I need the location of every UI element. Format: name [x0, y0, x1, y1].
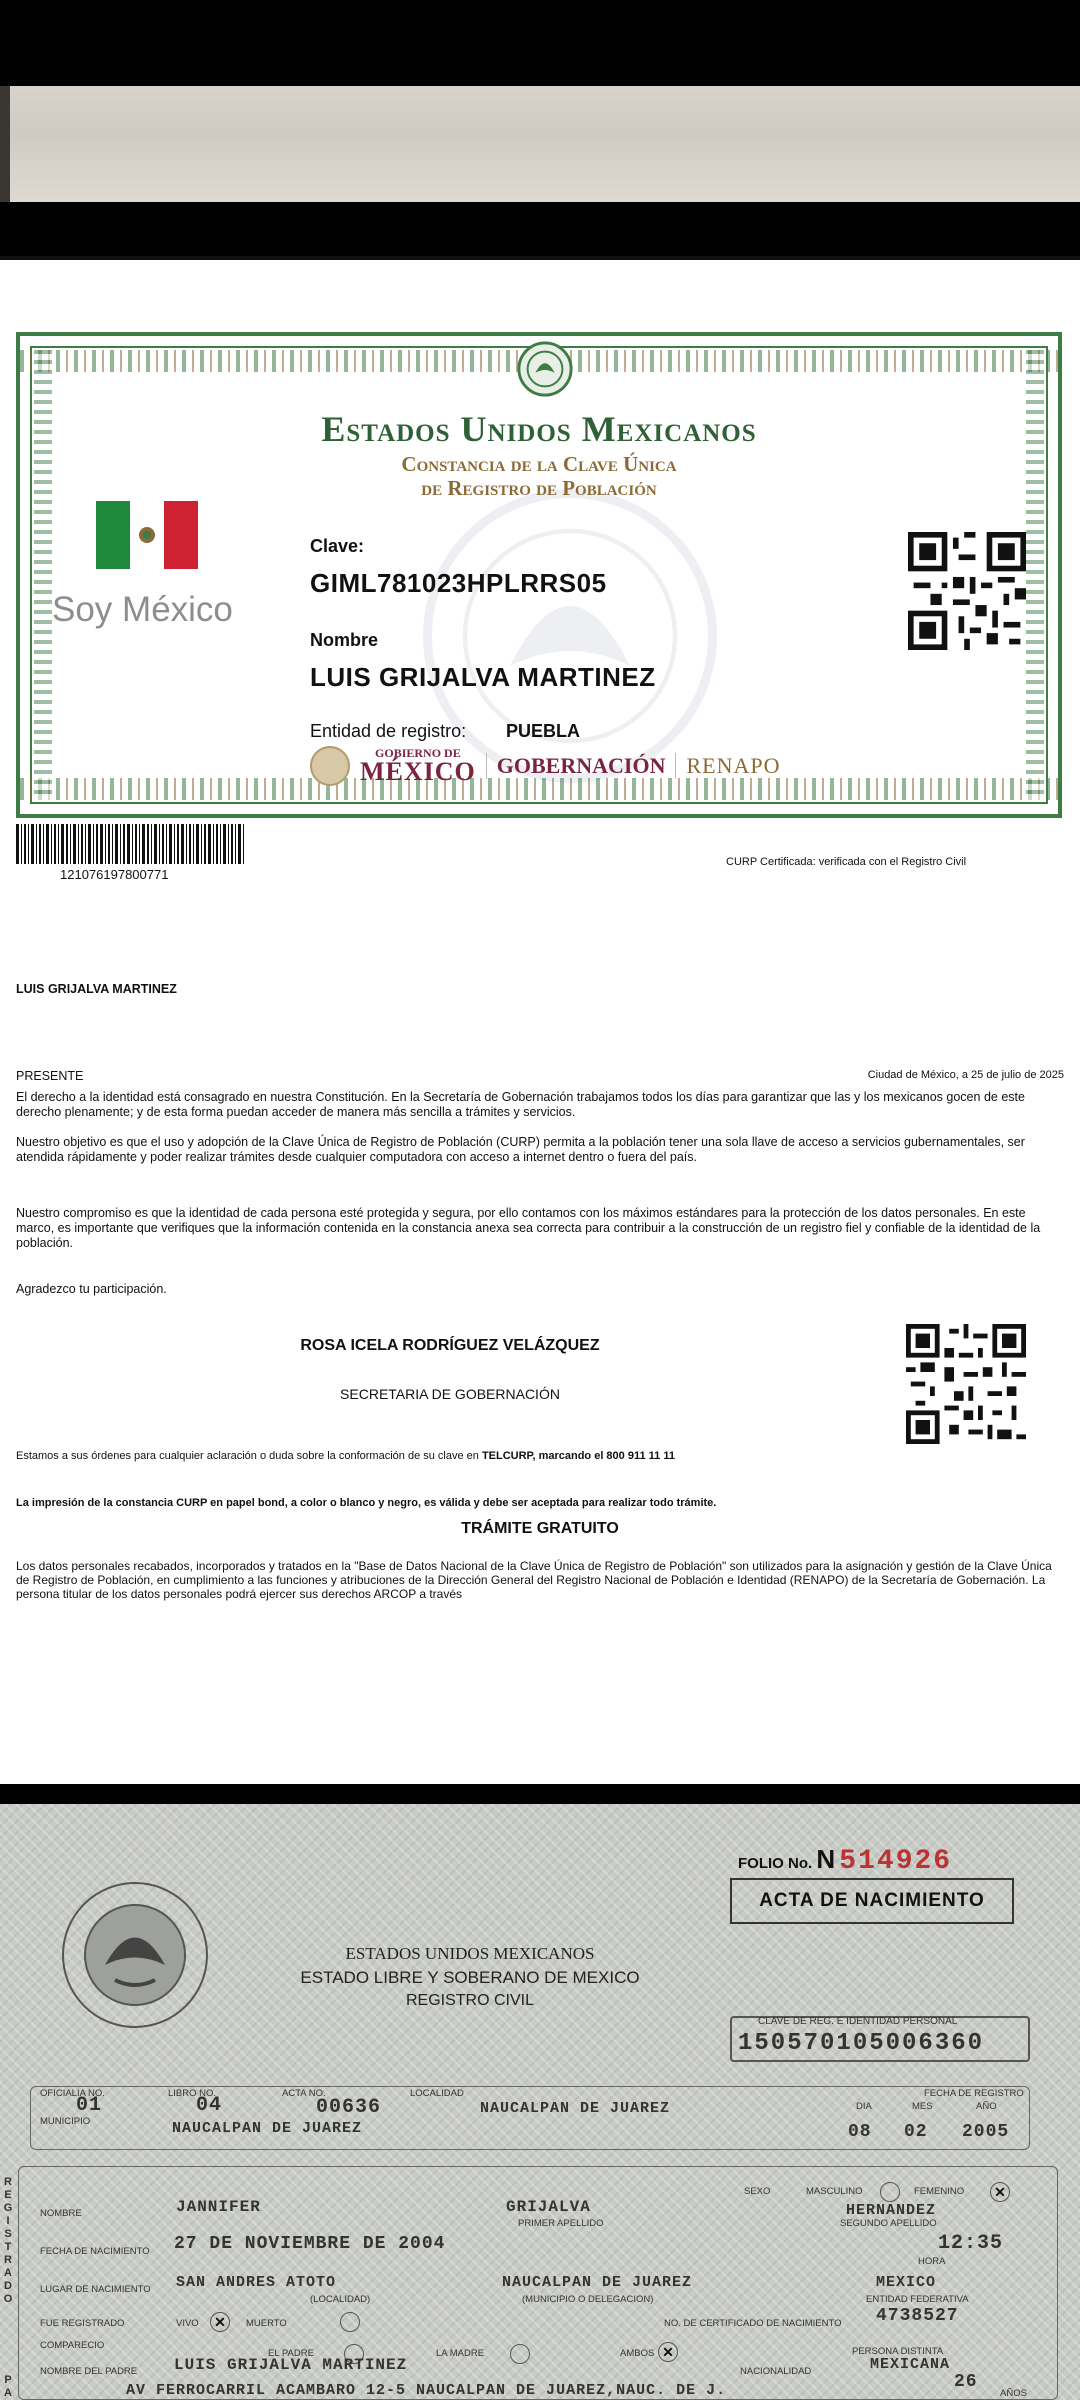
gobierno-seal-icon [310, 746, 350, 786]
acta-heading-1: ESTADOS UNIDOS MEXICANOS [345, 1944, 595, 1963]
nombre-value: JANNIFER [176, 2198, 261, 2216]
nombre-padre-value: LUIS GRIJALVA MARTINEZ [174, 2356, 408, 2374]
tramite-gratuito: TRÁMITE GRATUITO [461, 1520, 619, 1537]
letter-qr-code-icon [906, 1324, 1026, 1444]
padre-label: EL PADRE [268, 2348, 314, 2359]
nombre-padre-label: NOMBRE DEL PADRE [40, 2366, 138, 2377]
madre-label: LA MADRE [436, 2348, 485, 2359]
acta-heading-3: REGISTRO CIVIL [405, 1992, 535, 2009]
masculino-checkbox [880, 2182, 900, 2202]
localidad-label: LOCALIDAD [410, 2088, 464, 2099]
acta-title: ACTA DE NACIMIENTO [730, 1878, 1014, 1924]
birth-certificate [0, 1804, 1080, 2400]
contact-note [16, 1449, 1066, 1464]
logo-renapo: RENAPO [675, 753, 780, 779]
certificate-title: Estados Unidos Mexicanos [321, 409, 757, 449]
coat-of-arms-icon [60, 1880, 210, 2030]
folio [738, 1844, 952, 1877]
registro-ano-value: 2005 [962, 2122, 1010, 2142]
municipio-label: MUNICIPIO [40, 2116, 91, 2127]
qr-code-icon [908, 532, 1026, 650]
clave-label: Clave: [310, 536, 365, 556]
fecha-nacimiento-value: 27 DE NOVIEMBRE DE 2004 [174, 2234, 446, 2254]
entidad-value: PUEBLA [506, 721, 581, 741]
entidad-label: Entidad de registro: [310, 721, 467, 741]
libro-value: 04 [196, 2094, 223, 2117]
curp-certificate [16, 332, 1062, 818]
padres-vertical-label: PA [2, 2374, 14, 2400]
edad-label: AÑOS [1000, 2388, 1027, 2399]
vivo-label: VIVO [176, 2318, 199, 2329]
femenino-label: FEMENINO [914, 2186, 965, 2197]
top-divider [0, 256, 1080, 260]
oficialia-label: OFICIALIA NO. [40, 2088, 105, 2099]
registrado-vertical-label: REGISTRADO [2, 2176, 14, 2306]
lugar-nacimiento-label: LUGAR DE NACIMIENTO [40, 2284, 151, 2295]
letter-paragraph-1: El derecho a la identidad está consagrado en nuestra Constitución. En la Secretaría de Gobernación trabajamos todos los días para garantizar que las y los mexicanos gocen de este derecho plenamente; y de esta forma puedan acceder de manera más sencilla a trámites y servicios. [16, 1090, 1025, 1119]
clave-value: GIML781023HPLRRS05 [310, 568, 607, 598]
ambos-checkbox: ✕ [658, 2342, 678, 2362]
segundo-apellido-value: HERNANDEZ [846, 2202, 937, 2219]
folio-number: 514926 [839, 1846, 953, 1877]
top-paper-strip [0, 86, 1080, 202]
letter-paragraph-2: Nuestro objetivo es que el uso y adopción de la Clave Única de Registro de Población (CURP) permita a la población tener una sola llave de acceso a servicios gubernamentales, ser atendida rápidamente y poder realizar trámites desde cualquier computadora con acceso a internet dentro o fuera del país. [16, 1135, 1025, 1164]
folio-label: FOLIO No. [738, 1855, 813, 1872]
clave-label: CLAVE DE REG. E IDENTIDAD PERSONAL [758, 2016, 958, 2027]
certificado-value: 4738527 [876, 2306, 959, 2326]
letter-paragraph-3: Nuestro compromiso es que la identidad de cada persona esté protegida y segura, por ello contamos con los máximos estándares para la protección de los datos personales. En este marco, es importante que verifiques que la información contenida en la constancia anexa sea correcta para contribuir a la construcción de un registro fiel y confiable de la identidad de la población. [16, 1206, 1041, 1250]
segundo-apellido-label: SEGUNDO APELLIDO [840, 2218, 937, 2229]
barcode-number: 121076197800771 [60, 867, 169, 882]
contact-prefix: Estamos a sus órdenes para cualquier aclaración o duda sobre la conformación de su clave en [16, 1450, 482, 1462]
nacionalidad-label: NACIONALIDAD [740, 2366, 812, 2377]
fecha-registro-label: FECHA DE REGISTRO [924, 2088, 1024, 2099]
femenino-checkbox: ✕ [990, 2182, 1010, 2202]
hora-label: HORA [918, 2256, 946, 2267]
signer-role: SECRETARIA DE GOBERNACIÓN [340, 1386, 560, 1402]
registro-mes-value: 02 [904, 2122, 928, 2142]
certificado-label: NO. DE CERTIFICADO DE NACIMIENTO [664, 2318, 842, 2329]
letter-recipient: LUIS GRIJALVA MARTINEZ [16, 982, 177, 996]
lugar-estado-value: MEXICO [876, 2274, 937, 2291]
print-validity-note: La impresión de la constancia CURP en papel bond, a color o blanco y negro, es válida y debe ser aceptada para realizar todo trámite. [16, 1497, 717, 1509]
muerto-label: MUERTO [246, 2318, 287, 2329]
barcode-icon [16, 824, 244, 864]
lugar-municipio-label: (MUNICIPIO O DELEGACION) [522, 2294, 654, 2305]
acta-heading-2: ESTADO LIBRE Y SOBERANO DE MEXICO [300, 1968, 640, 1987]
edad-value: 26 [954, 2372, 978, 2392]
curp-document-page [0, 256, 1080, 1784]
mes-label: MES [912, 2101, 933, 2112]
letter-greeting: PRESENTE [16, 1069, 84, 1083]
registro-dia-value: 08 [848, 2122, 872, 2142]
clave-value: 150570105006360 [738, 2030, 985, 2057]
comparecio-label: COMPARECIO [40, 2340, 105, 2351]
municipio-value: NAUCALPAN DE JUAREZ [172, 2120, 363, 2137]
persona-distinta-label: PERSONA DISTINTA [852, 2346, 944, 2357]
nombre-label: NOMBRE [40, 2208, 82, 2219]
hora-value: 12:35 [938, 2232, 1004, 2255]
curp-certified-note: CURP Certificada: verificada con el Registro Civil [726, 856, 967, 868]
dia-label: DIA [856, 2101, 872, 2112]
madre-checkbox [510, 2344, 530, 2364]
muerto-checkbox [340, 2312, 360, 2332]
eagle-seal-icon [516, 340, 574, 398]
primer-apellido-value: GRIJALVA [506, 2198, 591, 2216]
fecha-nacimiento-label: FECHA DE NACIMIENTO [40, 2246, 150, 2257]
letter-date: Ciudad de México, a 25 de julio de 2025 [867, 1069, 1064, 1081]
mexico-flag-icon [96, 501, 198, 569]
certificate-subtitle-2: de Registro de Población [421, 476, 657, 500]
masculino-label: MASCULINO [806, 2186, 863, 2197]
bottom-divider [0, 1784, 1080, 1794]
certificate-subtitle-1: Constancia de la Clave Única [401, 452, 677, 476]
nacionalidad-value: MEXICANA [870, 2356, 951, 2373]
entidad-federativa-label: ENTIDAD FEDERATIVA [866, 2294, 969, 2305]
acta-no-label: ACTA NO. [282, 2088, 326, 2099]
ano-label: AÑO [976, 2101, 997, 2112]
logo-gobierno-small: GOBIERNO DE [375, 746, 461, 760]
domicilio-value: AV FERROCARRIL ACAMBARO 12-5 NAUCALPAN DE JUAREZ,NAUC. DE J. [126, 2382, 727, 2399]
localidad-value: NAUCALPAN DE JUAREZ [480, 2100, 671, 2117]
folio-letter: N [816, 1844, 836, 1874]
nombre-label: Nombre [310, 630, 379, 650]
privacy-notice: Los datos personales recabados, incorporados y tratados en la "Base de Datos Nacional de la Clave Única de Registro de Población" son utilizados para la asignación y gestión de la Clave Única de Registro de Población, en cumplimiento a las funciones y atribuciones de la Dirección General del Registro Nacional de Población e Identidad (RENAPO) de la Secretaría de Gobernación. La persona titular de los datos personales podrá ejercer sus derechos ARCOP a través [16, 1559, 1052, 1601]
fue-registrado-label: FUE REGISTRADO [40, 2318, 125, 2329]
letter-thanks: Agradezco tu participación. [16, 1282, 167, 1296]
lugar-localidad-label: (LOCALIDAD) [310, 2294, 371, 2305]
lugar-value: SAN ANDRES ATOTO [176, 2274, 337, 2291]
nombre-value: LUIS GRIJALVA MARTINEZ [310, 662, 656, 692]
lugar-municipio-value: NAUCALPAN DE JUAREZ [502, 2274, 693, 2291]
government-logos [310, 744, 780, 788]
sexo-label: SEXO [744, 2186, 771, 2197]
oficialia-value: 01 [76, 2094, 103, 2117]
signer-name: ROSA ICELA RODRÍGUEZ VELÁZQUEZ [300, 1337, 600, 1354]
soy-mexico-slogan: Soy México [52, 590, 233, 629]
primer-apellido-label: PRIMER APELLIDO [518, 2218, 604, 2229]
logo-gobernacion: GOBERNACIÓN [486, 753, 666, 779]
libro-label: LIBRO NO. [168, 2088, 217, 2099]
logo-gobierno-big: MÉXICO [360, 757, 476, 786]
contact-phone: TELCURP, marcando el 800 911 11 11 [481, 1450, 675, 1462]
acta-no-value: 00636 [316, 2096, 382, 2119]
vivo-checkbox: ✕ [210, 2312, 230, 2332]
ambos-label: AMBOS [620, 2348, 655, 2359]
